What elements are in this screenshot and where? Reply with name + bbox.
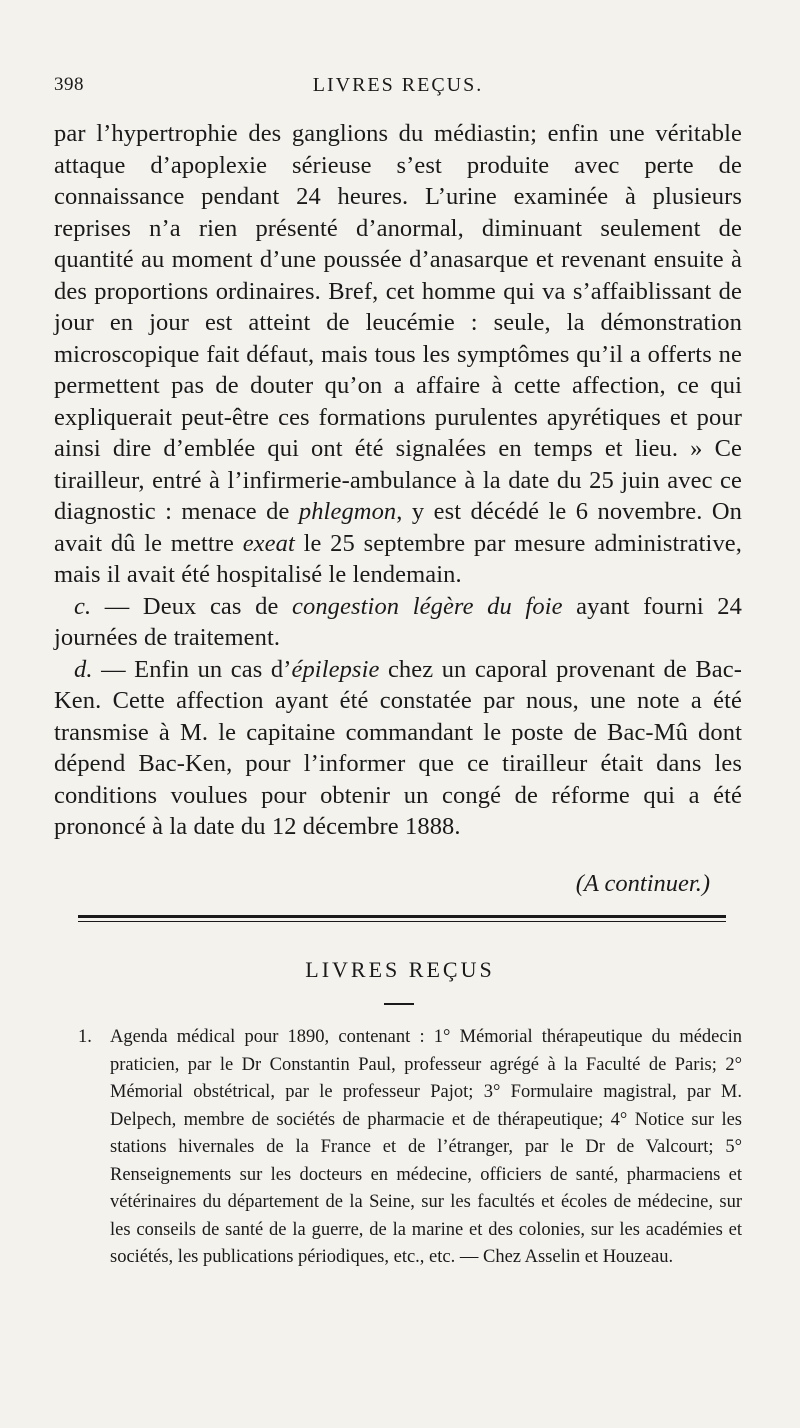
p1-mid-text: , y est décédé le 6 novembre. On avait dû le mettre: [54, 498, 742, 557]
running-title: LIVRES REÇUS.: [312, 74, 484, 96]
c-pre-text: — Deux cas de: [91, 592, 292, 620]
entry-text: Agenda médical pour 1890, contenant : 1° Mémorial thérapeutique du médecin praticien, par le Dr Constantin Paul, professeur agrégé à la Faculté de Paris; 2° Mémorial obstétrical, par le professeur Pajot; 3° Formulaire magistral, par M. Delpech, membre de sociétés de pharmacie et de thérapeutique; 4° Notice sur les stations hivernales de la France et de l’étranger, par le Dr de Valcourt; 5° Renseignements sur les docteurs en médecine, officiers de santé, pharmaciens et vétérinaires du département de la Seine, sur les facultés et écoles de médecine, sur les conseils de santé de la guerre, de la marine et des colonies, sur les académies et sociétés, les publications périodiques, etc., etc. — Chez Asselin et Houzeau.: [110, 1027, 742, 1267]
page-number: 398: [54, 74, 84, 95]
paragraph-d: [54, 654, 742, 843]
d-label: d.: [74, 655, 93, 683]
c-italic: congestion légère du foie: [292, 592, 563, 620]
p1-end-text: le 25 septembre par mesure administrative, mais il avait été hospitalisé le lendemain.: [54, 529, 742, 588]
title-dash: [384, 1003, 414, 1005]
c-label: c.: [74, 592, 92, 620]
d-post-text: chez un caporal provenant de Bac-Ken. Cette affection ayant été constatée par nous, une note a été transmise à M. le capitaine commandant le poste de Bac-Mû dont dépend Bac-Ken, pour l’informer que ce tirailleur était dans les conditions voulues pour obtenir un congé de réforme qui a été prononcé à la date du 12 décembre 1888.: [54, 655, 742, 840]
d-pre-text: — Enfin un cas d’: [92, 655, 292, 683]
book-entry: [78, 1024, 742, 1272]
entry-number: 1.: [78, 1027, 92, 1047]
to-be-continued: (A continuer.): [575, 870, 710, 897]
body-text: [54, 118, 742, 843]
p1-text: par l’hypertrophie des ganglions du médiastin; enfin une véritable attaque d’apoplexie sérieuse s’est produite avec perte de connaissance pendant 24 heures. L’urine examinée à plusieurs reprises n’a rien présenté d’anormal, diminuant seulement de quantité au moment d’une poussée d’anasarque et revenant ensuite à des proportions ordinaires. Bref, cet homme qui va s’affaiblissant de jour en jour est atteint de leucémie : seule, la démonstration microscopique fait défaut, mais tous les symptômes qu’il a offerts ne permettent pas de douter qu’on a affaire à cette affection, ce qui expliquerait peut-être ces formations purulentes apyrétiques et pour ainsi dire d’emblée qui ont été signalées en temps et lieu. » Ce tirailleur, entré à l’infirmerie-ambulance à la date du 25 juin avec ce diagnostic : menace de: [54, 120, 742, 525]
section-title: LIVRES REÇUS: [305, 957, 495, 982]
paragraph-continuation: [54, 118, 742, 591]
paragraph-c: [54, 591, 742, 654]
running-head: [54, 74, 742, 104]
section-divider-light: [78, 921, 726, 922]
section-divider-heavy: [78, 915, 726, 918]
p1-italic-phlegmon: phlegmon: [298, 498, 397, 525]
c-post-text: ayant fourni 24 journées de traitement.: [54, 592, 742, 651]
d-italic: épilepsie: [291, 655, 380, 683]
p1-italic-exeat: exeat: [242, 529, 295, 557]
